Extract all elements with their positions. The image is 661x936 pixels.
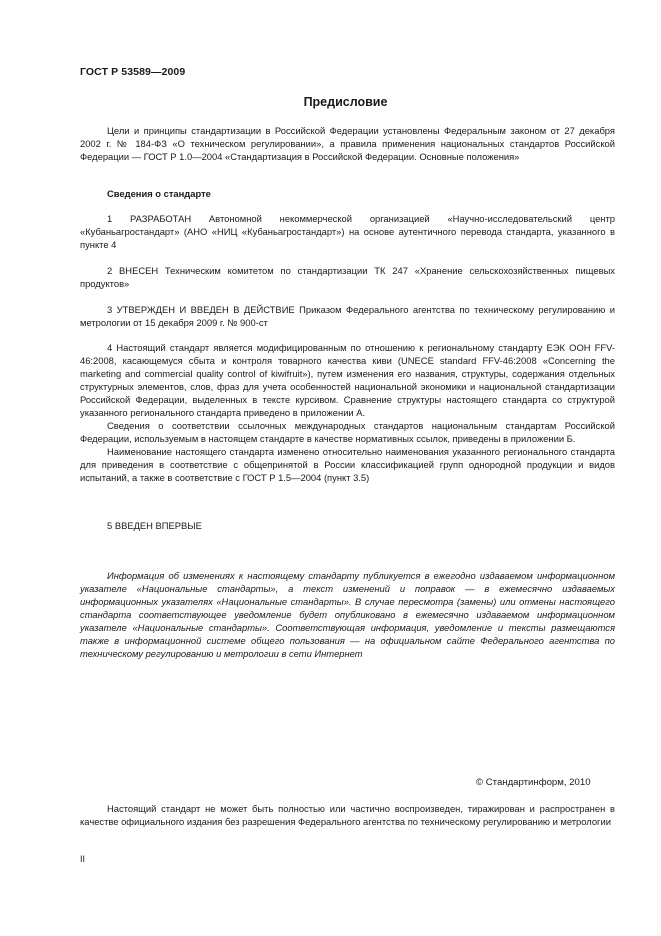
item-3 — [80, 303, 615, 329]
item-3-text: 3 УТВЕРЖДЕН И ВВЕДЕН В ДЕЙСТВИЕ Приказом Федерального агентства по техническому регулированию и метрологии от 15 декабря 2009 г. № 900-ст — [80, 304, 615, 328]
amendments-notice-text: Информация об изменениях к настоящему стандарту публикуется в ежегодно издаваемом информационном указателе «Национальные стандарты», а текст изменений и поправок — в ежемесячно издаваемых информационных указателях «Национальные стандарты». В случае пересмотра (замены) или отмены настоящего стандарта соответствующее уведомление будет опубликовано в ежемесячно издаваемом информационном указателе «Национальные стандарты». Соответствующая информация, уведомление и тексты размещаются также в информационной системе общего пользования — на официальном сайте Федерального агентства по техническому регулированию и метрологии в сети Интернет — [80, 570, 615, 659]
page-title: Предисловие — [303, 95, 388, 109]
amendments-notice — [80, 569, 615, 660]
intro-paragraph — [80, 124, 615, 163]
item-5-text: 5 ВВЕДЕН ВПЕРВЫЕ — [107, 520, 202, 531]
intro-text: Цели и принципы стандартизации в Российской Федерации установлены Федеральным законом от 27 декабря 2002 г. № 184-ФЗ «О техническом регулировании», а правила применения национальных стандартов Российской Федерации — ГОСТ Р 1.0—2004 «Стандартизация в Российской Федерации. Основные положения» — [80, 125, 615, 162]
item-5 — [80, 519, 615, 532]
standard-info-section — [80, 187, 615, 200]
item-1-text: 1 РАЗРАБОТАН Автономной некоммерческой организацией «Научно-исследовательский центр «Кубаньагростандарт» (АНО «НИЦ «Кубаньагростандарт») на основе аутентичного перевода стандарта, указанного в пункте 4 — [80, 213, 615, 250]
copyright-line: © Стандартинформ, 2010 — [476, 777, 591, 788]
item-2-text: 2 ВНЕСЕН Техническим комитетом по стандартизации ТК 247 «Хранение сельскохозяйственных пищевых продуктов» — [80, 265, 615, 289]
item-4-paragraph-2: Сведения о соответствии ссылочных международных стандартов национальным стандартам Российской Федерации, используемым в настоящем стандарте в качестве нормативных ссылок, приведены в приложении Б. — [80, 420, 615, 444]
page-number: II — [80, 854, 86, 864]
item-2 — [80, 264, 615, 290]
standard-info-heading: Сведения о стандарте — [107, 188, 211, 199]
standard-code-header: ГОСТ Р 53589—2009 — [80, 66, 186, 78]
item-1 — [80, 212, 615, 251]
item-4-paragraph-3: Наименование настоящего стандарта изменено относительно наименования указанного регионального стандарта для приведения в соответствие с общепринятой в России классификацией групп однородной продукции и видов испытаний, а также в соответствие с ГОСТ Р 1.5—2004 (пункт 3.5) — [80, 446, 615, 483]
reproduction-notice-text: Настоящий стандарт не может быть полностью или частично воспроизведен, тиражирован и распространен в качестве официального издания без разрешения Федерального агентства по техническому регулированию и метрологии — [80, 803, 615, 827]
item-4 — [80, 341, 615, 484]
reproduction-notice — [80, 802, 615, 828]
item-4-paragraph-1: 4 Настоящий стандарт является модифицированным по отношению к региональному стандарту ЕЭК ООН FFV-46:2008, касающемуся сбыта и контроля товарного качества киви (UNECE standard FFV-46:2008 «Concerning the marketing and commercial quality control of kiwifruit»), путем изменения его названия, структуры, содержания отдельных структурных элементов, слов, фраз для учета особенностей национальной экономики и национальной стандартизации Российской Федерации, выделенных в тексте курсивом. Сравнение структуры настоящего стандарта со структурой указанного регионального стандарта приведено в приложении А. — [80, 342, 615, 418]
